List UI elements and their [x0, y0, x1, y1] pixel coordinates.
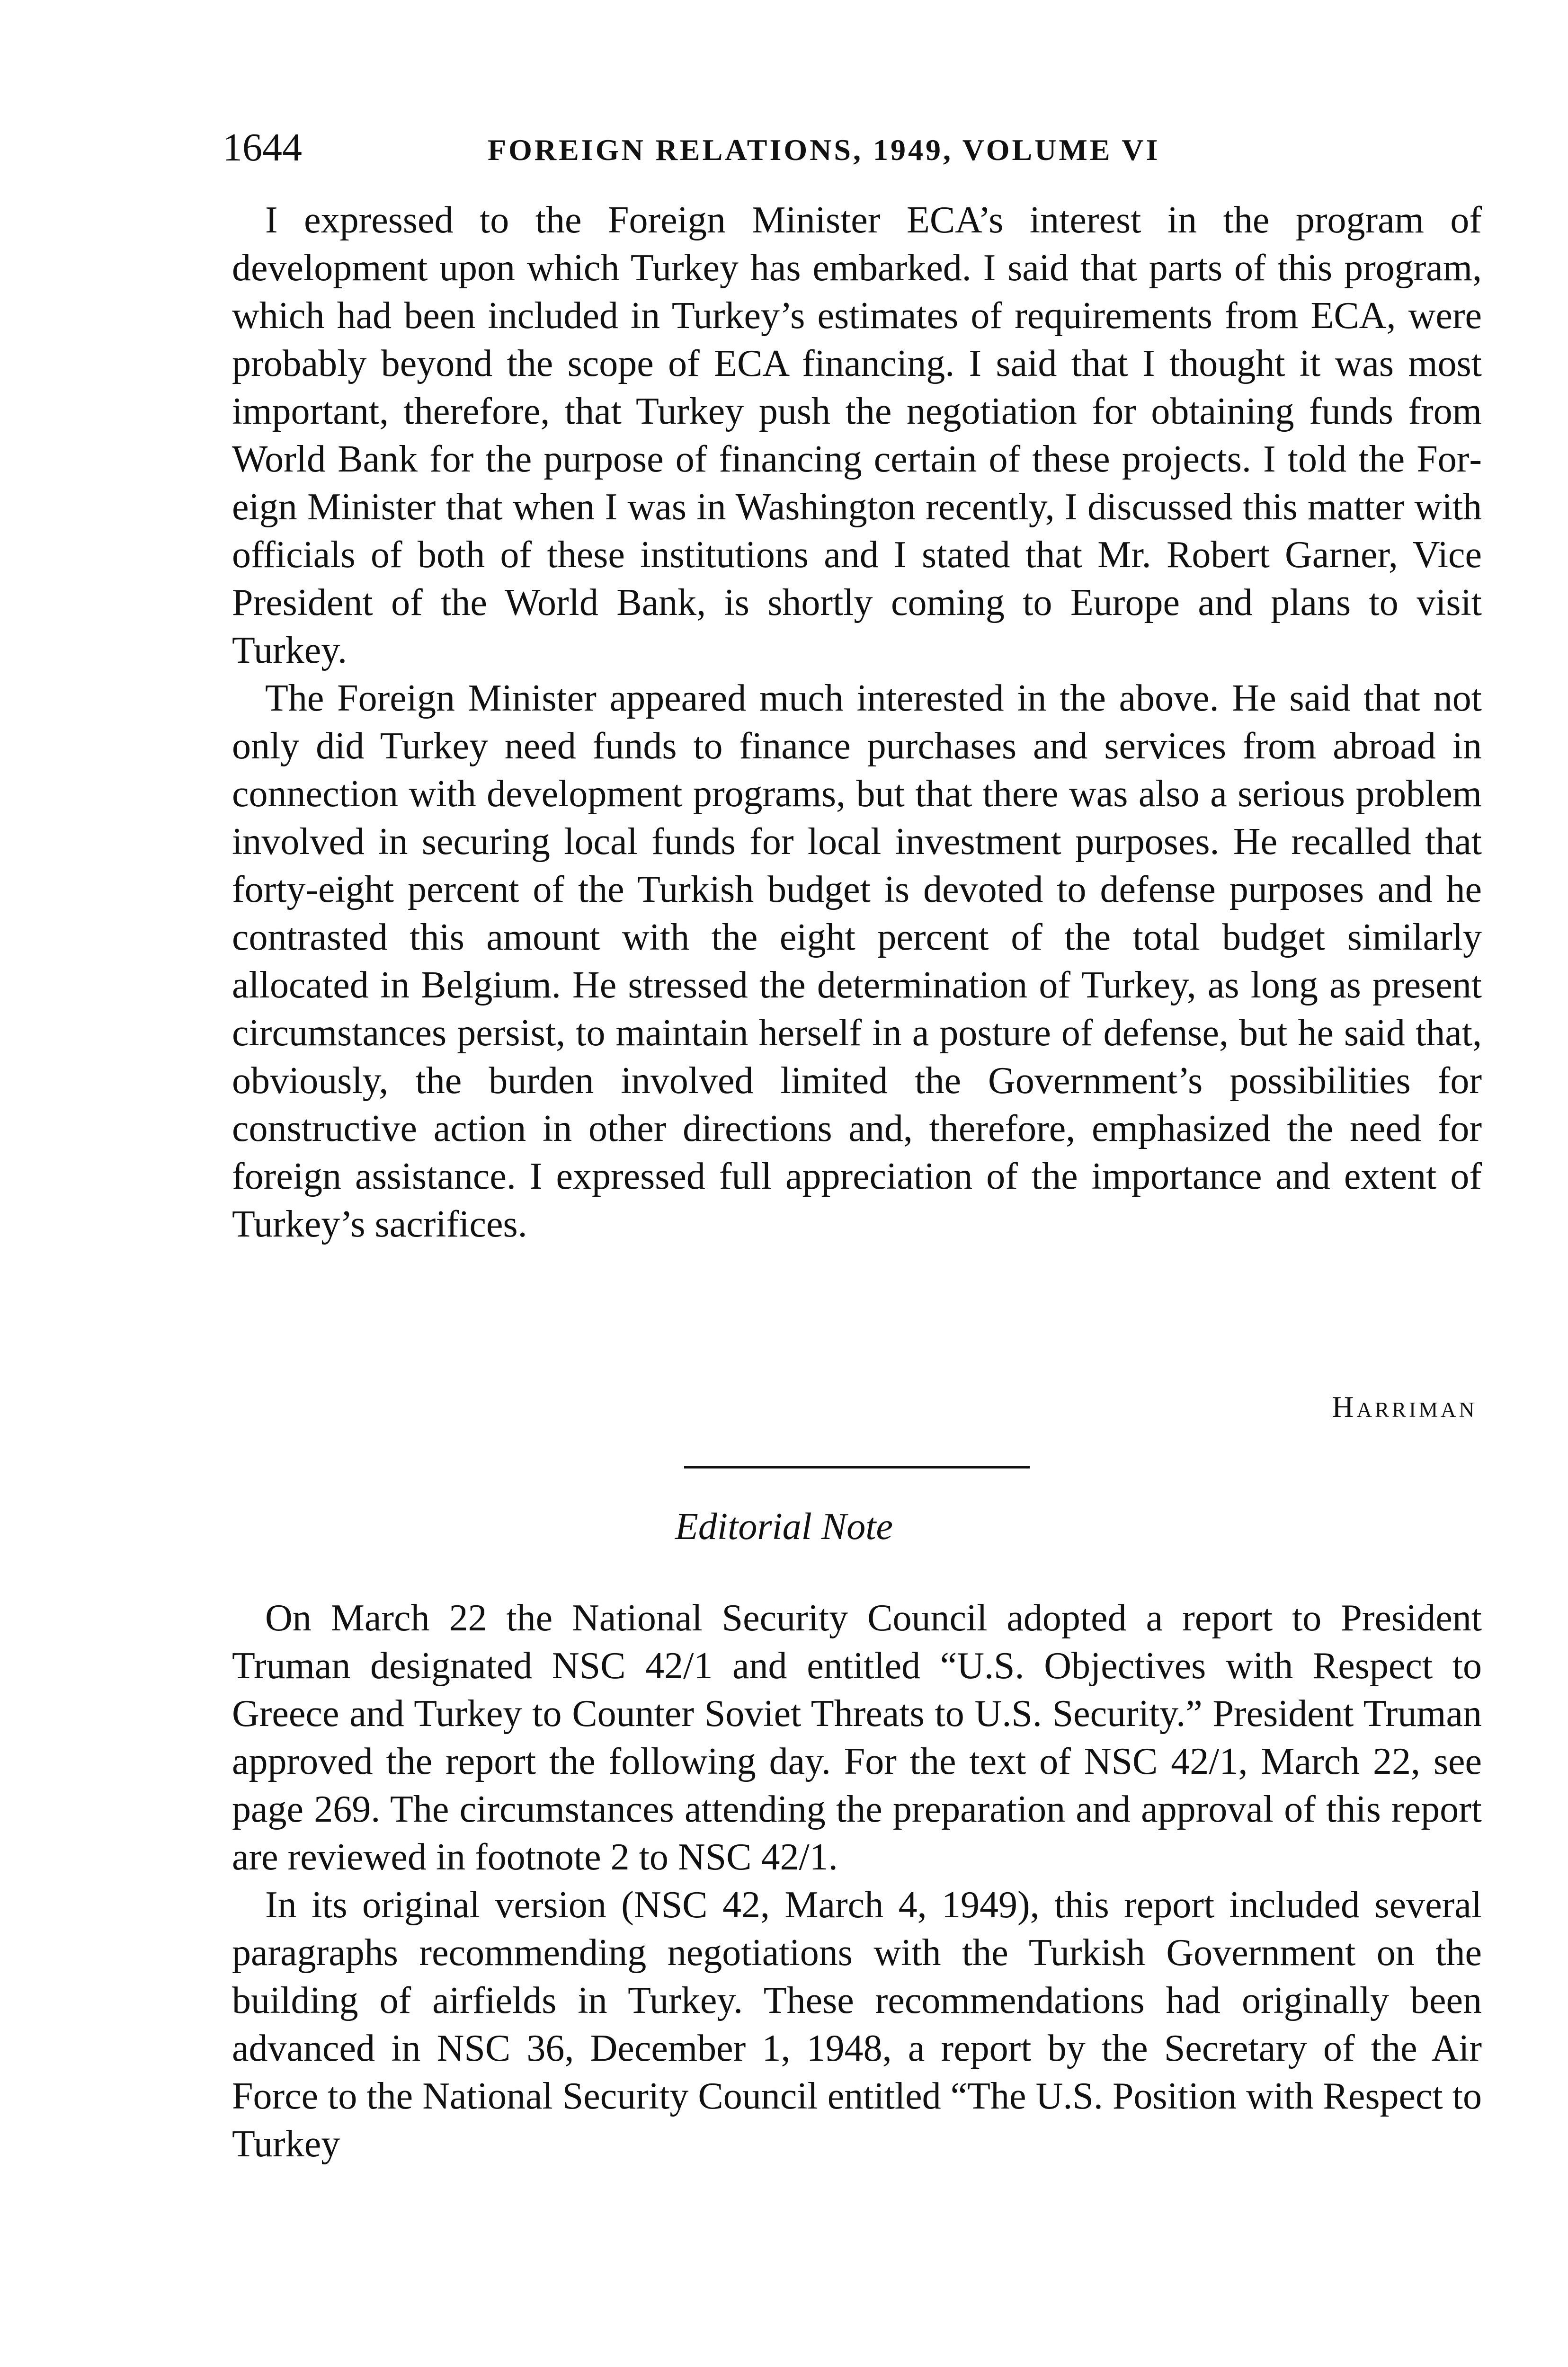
editorial-note-body — [232, 1594, 1482, 2168]
page-header — [223, 124, 1482, 181]
signature: Harriman — [1332, 1390, 1477, 1424]
page-number: 1644 — [223, 125, 302, 169]
running-head: FOREIGN RELATIONS, 1949, VOLUME VI — [488, 133, 1160, 167]
editorial-paragraph: In its original version (NSC 42, March 4, 1949), this report included several paragraphs recommending negotiations with the Turkish Government on the building of airfields in Turkey. These recommendations had originally been advanced in NSC 36, December 1, 1948, a report by the Secretary of the Air Force to the National Security Council entitled “The U.S. Position with Respect to Turkey — [232, 1884, 1482, 2165]
section-divider — [684, 1466, 1030, 1468]
editorial-note-title: Editorial Note — [675, 1506, 893, 1548]
editorial-paragraph: On March 22 the National Security Council adopted a report to President Truman designated NSC 42/1 and entitled “U.S. Objectives with Respect to Greece and Turkey to Counter Soviet Threats to U.S. Security.” President Truman approved the report the following day. For the text of NSC 42/1, March 22, see page 269. The circumstances attending the preparation and approval of this report are reviewed in footnote 2 to NSC 42/1. — [232, 1597, 1482, 1878]
letter-body — [232, 196, 1482, 1248]
letter-paragraph: The Foreign Minister appeared much interested in the above. He said that not only did Turkey need funds to finance purchases and services from abroad in connection with development programs, but that there was also a serious problem involved in securing local funds for local investment purposes. He recalled that forty-eight percent of the Turkish budget is devoted to defense purposes and he contrasted this amount with the eight percent of the total budget similarly allocated in Belgium. He stressed the determination of Turkey, as long as present circumstances persist, to maintain herself in a posture of defense, but he said that, obviously, the burden involved limited the Government’s possibilities for constructive action in other directions and, therefore, emphasized the need for foreign assistance. I expressed full appreciation of the importance and extent of Turkey’s sacrifices. — [232, 677, 1482, 1245]
letter-paragraph: I expressed to the Foreign Minister ECA’s interest in the program of development upon which Turkey has embarked. I said that parts of this program, which had been included in Turkey’s estimates of requirements from ECA, were probably beyond the scope of ECA financing. I said that I thought it was most important, therefore, that Turkey push the negotiation for obtaining funds from World Bank for the purpose of financing certain of these projects. I told the Foreign Minister that when I was in Washington recently, I discussed this matter with officials of both of these institutions and I stated that Mr. Robert Garner, Vice President of the World Bank, is shortly coming to Europe and plans to visit Turkey. — [232, 199, 1482, 671]
